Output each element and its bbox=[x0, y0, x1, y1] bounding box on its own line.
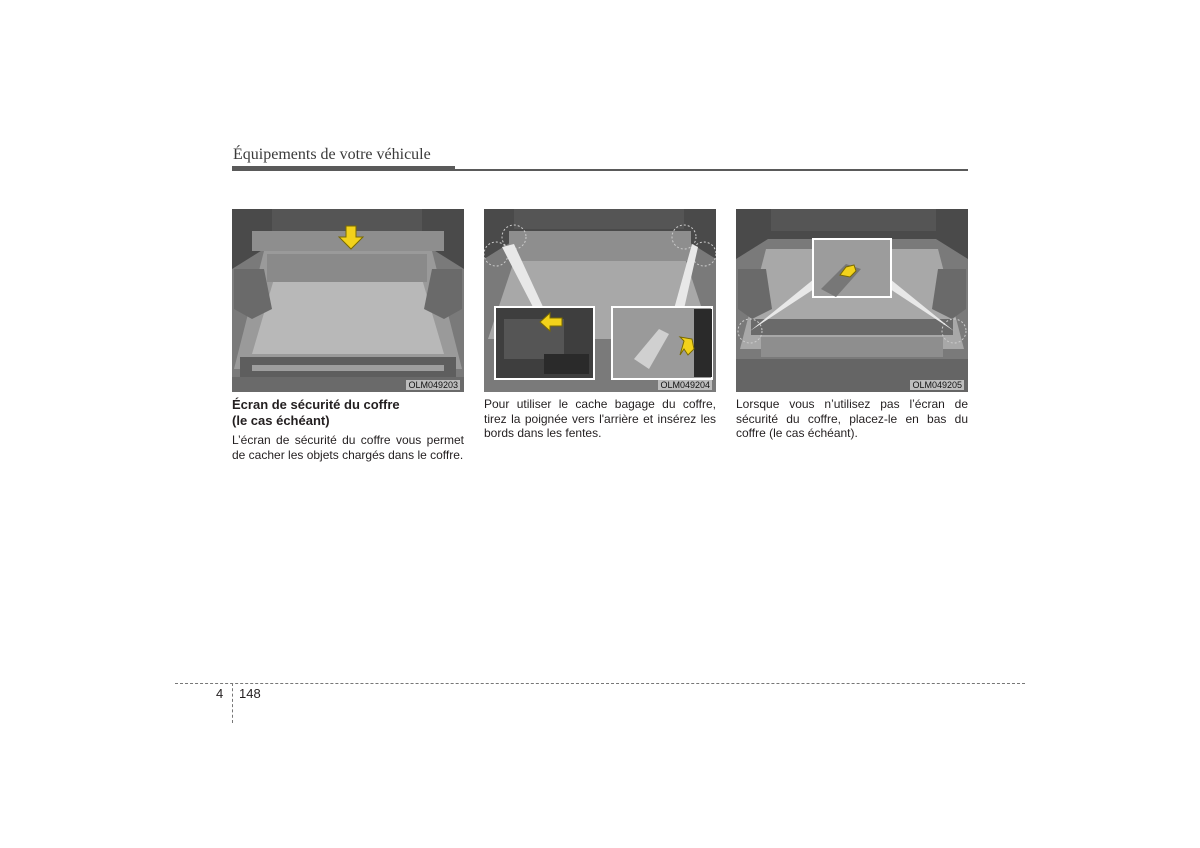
column-install bbox=[484, 397, 716, 441]
figure-cargo-cover-install bbox=[484, 209, 716, 392]
column-stow bbox=[736, 397, 968, 441]
column-intro bbox=[232, 397, 464, 462]
stow-paragraph: Lorsque vous n’utilisez pas l’écran de sécurité du coffre, placez-le en bas du coffre (le cas échéant). bbox=[736, 397, 968, 440]
cargo-photo-3 bbox=[736, 209, 968, 392]
cargo-photo-1 bbox=[232, 209, 464, 392]
cargo-photo-2 bbox=[484, 209, 716, 392]
figure-code: OLM049203 bbox=[408, 380, 458, 390]
install-paragraph: Pour utiliser le cache bagage du coffre, tirez la poignée vers l'arrière et insérez les bords dans les fentes. bbox=[484, 397, 716, 440]
header-title: Équipements de votre véhicule bbox=[233, 146, 431, 163]
intro-paragraph: L’écran de sécurité du coffre vous permet de cacher les objets chargés dans le coffre. bbox=[232, 433, 464, 462]
section-title bbox=[232, 397, 464, 429]
section-title-line2: (le cas échéant) bbox=[232, 413, 330, 428]
figure-cargo-cover-stowed bbox=[736, 209, 968, 392]
footer-rule bbox=[175, 683, 1025, 684]
figure-cargo-cover-closed bbox=[232, 209, 464, 392]
section-title-line1: Écran de sécurité du coffre bbox=[232, 397, 400, 412]
footer-divider bbox=[232, 683, 233, 723]
chapter-number: 4 bbox=[216, 686, 224, 701]
header-bar bbox=[232, 166, 455, 171]
figure-code: OLM049204 bbox=[660, 380, 710, 390]
header-rule bbox=[455, 169, 968, 171]
page-number: 148 bbox=[239, 686, 261, 701]
figure-code: OLM049205 bbox=[912, 380, 962, 390]
